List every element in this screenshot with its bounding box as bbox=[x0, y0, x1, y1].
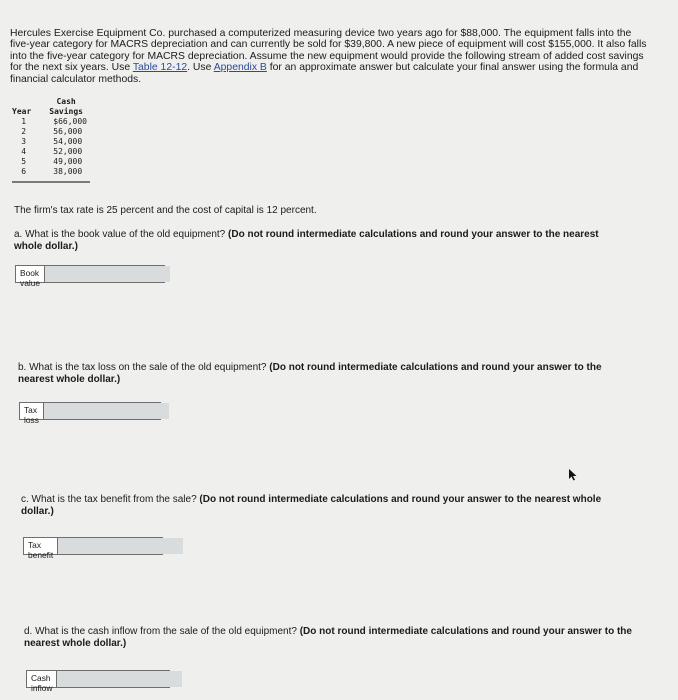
question-b-instruction: (Do not round intermediate calculations and round your answer to the nearest whole dollar.) bbox=[18, 362, 602, 385]
cash-inflow-label: Cash inflow bbox=[27, 671, 57, 687]
year-cell: 3 bbox=[21, 137, 27, 146]
book-value-label: Book value bbox=[16, 266, 45, 282]
problem-statement bbox=[10, 28, 650, 85]
tax-loss-label: Tax loss bbox=[20, 403, 44, 419]
year-cell: 6 bbox=[21, 167, 27, 176]
intro-text: Hercules Exercise Equipment Co. purchased a computerized measuring device two years ago for $88,000. The equipment falls into the five-year category for MACRS depreciation and can currently be sold for $39,800. A new piece of equipment will cost $155,000. It also falls into the five-year category for MACRS depreciation. Assume the new equipment would provide the following stream of added cost savings for the next six years. Use bbox=[10, 28, 647, 74]
savings-cell: 54,000 bbox=[53, 137, 83, 146]
tax-loss-input[interactable] bbox=[44, 403, 169, 419]
intro-text-end: for an approximate answer but calculate your final answer using the formula and financial calculator methods. bbox=[10, 62, 639, 85]
table-row bbox=[12, 137, 91, 147]
savings-cell: $66,000 bbox=[53, 117, 87, 126]
savings-cell: 49,000 bbox=[53, 157, 83, 166]
appendix-b-link[interactable]: Appendix B bbox=[213, 62, 267, 74]
table-12-12-link[interactable]: Table 12-12 bbox=[132, 62, 188, 74]
question-d-instruction: (Do not round intermediate calculations and round your answer to the nearest whole dollar.) bbox=[24, 626, 632, 649]
cash-header-line1: Cash bbox=[56, 97, 76, 106]
intro-text-mid: . Use bbox=[187, 62, 214, 74]
cash-inflow-answer-row bbox=[26, 670, 170, 693]
table-row bbox=[12, 147, 91, 157]
savings-cell: 52,000 bbox=[53, 147, 83, 156]
tax-benefit-label: Tax benefit bbox=[24, 538, 58, 554]
table-row bbox=[12, 167, 91, 177]
tax-benefit-input[interactable] bbox=[58, 538, 183, 554]
year-header: Year bbox=[12, 107, 32, 116]
question-c bbox=[21, 494, 621, 517]
savings-cell: 56,000 bbox=[53, 127, 83, 136]
cash-inflow-input[interactable] bbox=[57, 671, 182, 687]
table-row bbox=[12, 117, 91, 127]
cash-savings-header bbox=[41, 97, 91, 117]
table-row bbox=[12, 127, 91, 137]
year-cell: 1 bbox=[21, 117, 27, 126]
year-cell: 2 bbox=[21, 127, 27, 136]
savings-cell: 38,000 bbox=[53, 167, 83, 176]
question-a bbox=[14, 229, 624, 252]
cash-header-line2: Savings bbox=[49, 107, 83, 116]
question-b bbox=[18, 362, 618, 385]
question-d bbox=[24, 626, 634, 649]
year-cell: 5 bbox=[21, 157, 27, 166]
tax-benefit-answer-row bbox=[23, 537, 163, 560]
question-c-instruction: (Do not round intermediate calculations and round your answer to the nearest whole dollar.) bbox=[21, 494, 602, 517]
mouse-pointer-icon bbox=[568, 469, 578, 481]
question-c-text: c. What is the tax benefit from the sale? bbox=[21, 494, 200, 505]
question-d-text: d. What is the cash inflow from the sale of the old equipment? bbox=[24, 626, 300, 637]
table-row bbox=[12, 157, 91, 167]
tax-rate-note: The firm's tax rate is 25 percent and the cost of capital is 12 percent. bbox=[14, 205, 317, 216]
question-a-instruction: (Do not round intermediate calculations and round your answer to the nearest whole dollar.) bbox=[14, 229, 599, 252]
question-b-text: b. What is the tax loss on the sale of the old equipment? bbox=[18, 362, 270, 373]
book-value-answer-row bbox=[15, 265, 165, 288]
tax-loss-answer-row bbox=[19, 402, 161, 425]
year-cell: 4 bbox=[21, 147, 27, 156]
question-a-text: a. What is the book value of the old equipment? bbox=[14, 229, 229, 240]
table-bottom-rule bbox=[12, 181, 90, 183]
book-value-input[interactable] bbox=[45, 266, 170, 282]
cash-savings-table bbox=[12, 97, 91, 177]
